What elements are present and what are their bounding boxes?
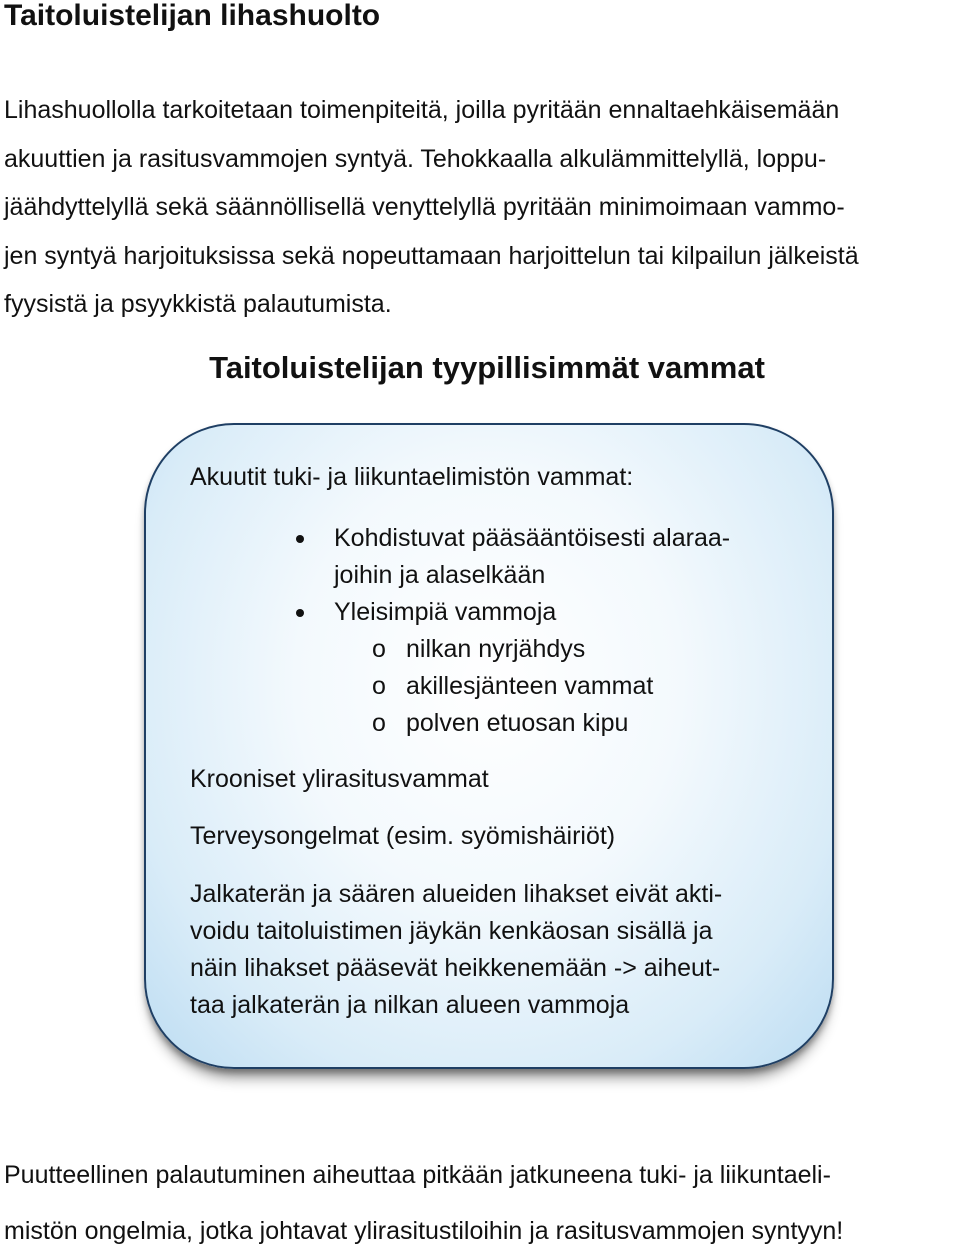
section-heading: Taitoluistelijan tyypillisimmät vammat (209, 350, 765, 385)
foot-line: näin lihakset pääsevät heikkenemään -> aiheut- (190, 954, 721, 982)
bullet-text: Kohdistuvat pääsääntöisesti alaraa- (334, 524, 731, 552)
intro-line: fyysistä ja psyykkistä palautumista. (4, 290, 392, 318)
intro-line: jäähdyttelyllä sekä säännöllisellä venyttelyllä pyritään minimoimaan vammo- (4, 193, 845, 221)
foot-line: taa jalkaterän ja nilkan alueen vammoja (190, 991, 630, 1019)
circle-bullet-icon: o (372, 672, 386, 700)
foot-line: Jalkaterän ja säären alueiden lihakset eivät akti- (190, 880, 723, 908)
bullet-icon (296, 609, 304, 617)
chronic-injuries-text: Krooniset ylirasitusvammat (190, 765, 489, 793)
sub-list-item (290, 705, 730, 742)
outro-line: Puutteellinen palautuminen aiheuttaa pitkään jatkuneena tuki- ja liikuntaeli- (4, 1161, 831, 1189)
sub-item-text: nilkan nyrjähdys (406, 635, 586, 663)
foot-line: voidu taitoluistimen jäykän kenkäosan sisällä ja (190, 917, 713, 945)
intro-line: akuuttien ja rasitusvammojen syntyä. Tehokkaalla alkulämmittelyllä, loppu- (4, 144, 827, 173)
bullet-text: Yleisimpiä vammoja (334, 598, 557, 626)
bullet-item (290, 520, 730, 594)
page-title: Taitoluistelijan lihashuolto (4, 0, 381, 32)
acute-injuries-heading: Akuutit tuki- ja liikuntaelimistön vammat: (190, 463, 634, 491)
intro-line: Lihashuollolla tarkoitetaan toimenpiteitä, joilla pyritään ennaltaehkäisemään (4, 96, 840, 124)
sub-list-item (290, 668, 730, 705)
circle-bullet-icon: o (372, 635, 386, 663)
injury-bullet-list (290, 520, 730, 742)
bullet-item (290, 594, 730, 631)
circle-bullet-icon: o (372, 709, 386, 737)
bullet-icon (296, 535, 304, 543)
sub-item-text: akillesjänteen vammat (406, 672, 654, 700)
foot-muscles-paragraph (190, 876, 722, 1024)
bullet-text: joihin ja alaselkään (334, 561, 546, 589)
sub-list-item (290, 631, 730, 668)
intro-paragraph (4, 86, 959, 329)
closing-paragraph (4, 1147, 959, 1259)
intro-line: jen syntyä harjoituksissa sekä nopeuttamaan harjoittelun tai kilpailun jälkeistä (4, 241, 859, 270)
health-problems-text: Terveysongelmat (esim. syömishäiriöt) (190, 822, 616, 850)
sub-item-text: polven etuosan kipu (406, 709, 629, 737)
outro-line: mistön ongelmia, jotka johtavat ylirasitustiloihin ja rasitusvammojen syntyyn! (4, 1217, 844, 1245)
